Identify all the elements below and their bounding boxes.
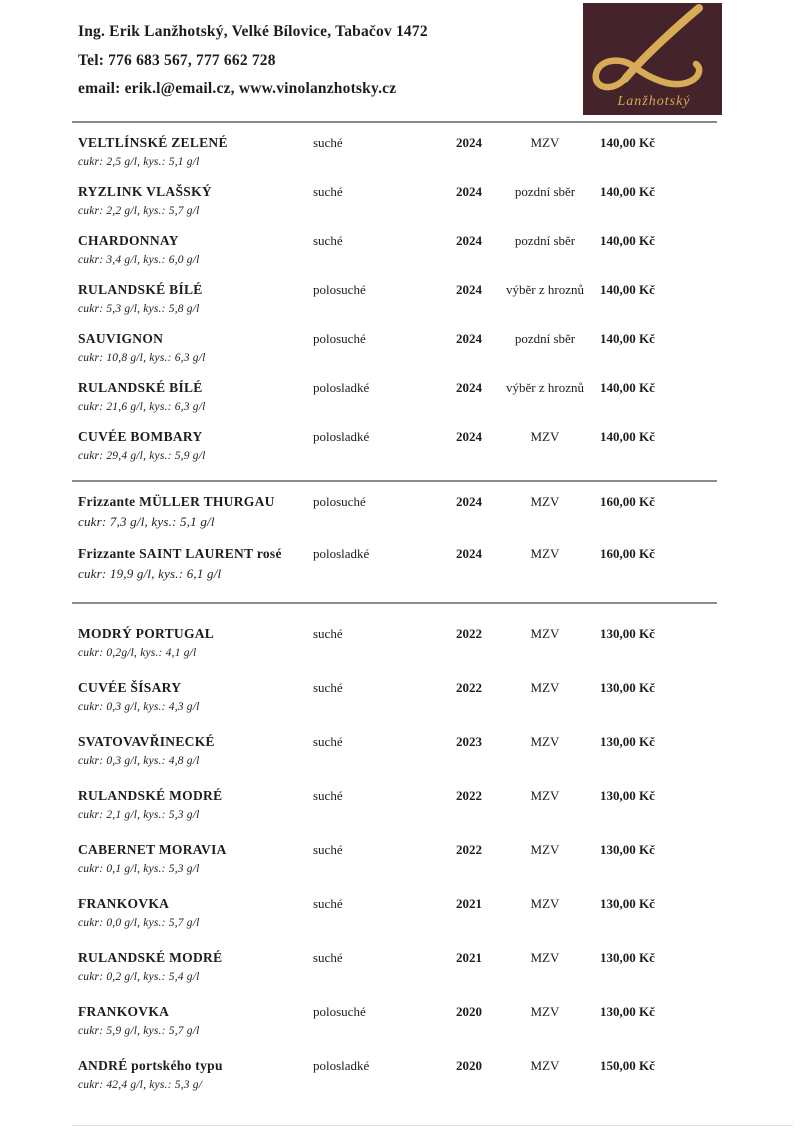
wine-price: 160,00 Kč	[600, 546, 655, 561]
wine-vintage: 2024	[456, 282, 482, 297]
wine-name-cell	[78, 544, 313, 585]
wine-sweetness: polosuché	[313, 494, 366, 509]
wine-vintage: 2022	[456, 626, 482, 641]
wine-name: RYZLINK VLAŠSKÝ	[78, 184, 212, 199]
wine-price: 130,00 Kč	[600, 788, 655, 803]
wine-price: 140,00 Kč	[600, 429, 655, 444]
wine-name: CABERNET MORAVIA	[78, 842, 227, 857]
wine-sweetness: polosladké	[313, 546, 370, 561]
wine-name: VELTLÍNSKÉ ZELENÉ	[78, 135, 228, 150]
wine-sweetness: suché	[313, 734, 343, 749]
wine-name-cell	[78, 231, 313, 270]
wine-sweetness: polosladké	[313, 380, 370, 395]
header-divider	[72, 121, 717, 123]
wine-attribute: MZV	[530, 896, 560, 911]
wine-sugar-acidity: cukr: 2,5 g/l, kys.: 5,1 g/l	[78, 156, 200, 168]
wine-sugar-acidity: cukr: 0,0 g/l, kys.: 5,7 g/l	[78, 917, 200, 929]
wine-name: SVATOVAVŘINECKÉ	[78, 734, 215, 749]
wine-name-cell	[78, 786, 313, 825]
wine-attribute: pozdní sběr	[514, 184, 576, 199]
wine-attribute: pozdní sběr	[514, 233, 576, 248]
header-contact-block	[78, 18, 428, 104]
wine-vintage: 2020	[456, 1004, 482, 1019]
wine-name-cell	[78, 329, 313, 368]
wine-sweetness: suché	[313, 788, 343, 803]
wine-row	[78, 427, 717, 466]
wine-name-cell	[78, 840, 313, 879]
wine-vintage: 2022	[456, 788, 482, 803]
wine-name: CUVÉE ŠÍSARY	[78, 680, 182, 695]
wine-section-frizzante	[78, 492, 717, 596]
wine-vintage: 2024	[456, 135, 482, 150]
wine-row	[78, 1056, 717, 1095]
wine-sugar-acidity: cukr: 42,4 g/l, kys.: 5,3 g/	[78, 1079, 203, 1091]
wine-price: 160,00 Kč	[600, 494, 655, 509]
contact-phone: Tel: 776 683 567, 777 662 728	[78, 51, 276, 69]
wine-price: 130,00 Kč	[600, 842, 655, 857]
wine-vintage: 2022	[456, 680, 482, 695]
wine-attribute: MZV	[530, 1004, 560, 1019]
wine-price: 130,00 Kč	[600, 734, 655, 749]
wine-vintage: 2024	[456, 380, 482, 395]
wine-vintage: 2024	[456, 331, 482, 346]
wine-row	[78, 378, 717, 417]
wine-name-cell	[78, 427, 313, 466]
wine-vintage: 2024	[456, 184, 482, 199]
wine-name-cell	[78, 1056, 313, 1095]
wine-row	[78, 624, 717, 663]
wine-name: CHARDONNAY	[78, 233, 179, 248]
wine-row	[78, 948, 717, 987]
wine-name: FRANKOVKA	[78, 1004, 170, 1019]
wine-section-still-2024	[78, 133, 717, 476]
wine-sugar-acidity: cukr: 10,8 g/l, kys.: 6,3 g/l	[78, 352, 206, 364]
wine-name-cell	[78, 678, 313, 717]
section-divider-2	[72, 602, 717, 604]
wine-attribute: MZV	[530, 494, 560, 509]
wine-vintage: 2024	[456, 546, 482, 561]
contact-email-web: email: erik.l@email.cz, www.vinolanzhotsky.cz	[78, 80, 397, 97]
wine-attribute: MZV	[530, 1058, 560, 1073]
wine-vintage: 2023	[456, 734, 482, 749]
wine-vintage: 2021	[456, 950, 482, 965]
wine-name-cell	[78, 280, 313, 319]
wine-sweetness: suché	[313, 626, 343, 641]
wine-row	[78, 133, 717, 172]
wine-sugar-acidity: cukr: 21,6 g/l, kys.: 6,3 g/l	[78, 401, 206, 413]
wine-name-cell	[78, 182, 313, 221]
logo-script-text: Lanžhotský	[617, 94, 691, 109]
wine-sweetness: suché	[313, 896, 343, 911]
wine-row	[78, 231, 717, 270]
wine-sweetness: polosladké	[313, 429, 370, 444]
wine-sweetness: polosladké	[313, 1058, 370, 1073]
wine-name: SAUVIGNON	[78, 331, 164, 346]
wine-price: 140,00 Kč	[600, 135, 655, 150]
wine-price: 130,00 Kč	[600, 680, 655, 695]
wine-sweetness: polosuché	[313, 331, 366, 346]
wine-name-cell	[78, 492, 313, 533]
logo-monogram-icon	[583, 3, 722, 115]
wine-price: 130,00 Kč	[600, 896, 655, 911]
wine-row	[78, 894, 717, 933]
wine-attribute: výběr z hroznů	[506, 380, 584, 395]
wine-attribute: MZV	[530, 950, 560, 965]
wine-name: RULANDSKÉ MODRÉ	[78, 950, 223, 965]
wine-vintage: 2021	[456, 896, 482, 911]
wine-vintage: 2024	[456, 233, 482, 248]
wine-sugar-acidity: cukr: 5,3 g/l, kys.: 5,8 g/l	[78, 303, 200, 315]
wine-section-red	[78, 624, 717, 1110]
wine-attribute: MZV	[530, 680, 560, 695]
wine-name: FRANKOVKA	[78, 896, 170, 911]
wine-name: RULANDSKÉ BÍLÉ	[78, 282, 203, 297]
wine-sugar-acidity: cukr: 2,2 g/l, kys.: 5,7 g/l	[78, 205, 200, 217]
wine-sweetness: suché	[313, 680, 343, 695]
winery-logo	[583, 3, 722, 115]
wine-vintage: 2020	[456, 1058, 482, 1073]
contact-name-address: Ing. Erik Lanžhotský, Velké Bílovice, Tabačov 1472	[78, 23, 428, 40]
wine-vintage: 2024	[456, 429, 482, 444]
wine-sweetness: polosuché	[313, 1004, 366, 1019]
wine-row	[78, 732, 717, 771]
wine-row	[78, 786, 717, 825]
wine-sugar-acidity: cukr: 3,4 g/l, kys.: 6,0 g/l	[78, 254, 200, 266]
wine-sugar-acidity: cukr: 0,3 g/l, kys.: 4,8 g/l	[78, 755, 200, 767]
wine-price: 140,00 Kč	[600, 184, 655, 199]
wine-name: ANDRÉ portského typu	[78, 1058, 223, 1073]
wine-name: MODRÝ PORTUGAL	[78, 626, 215, 641]
wine-name: RULANDSKÉ BÍLÉ	[78, 380, 203, 395]
wine-sugar-acidity: cukr: 2,1 g/l, kys.: 5,3 g/l	[78, 809, 200, 821]
wine-attribute: MZV	[530, 626, 560, 641]
wine-attribute: výběr z hroznů	[506, 282, 584, 297]
wine-name-cell	[78, 1002, 313, 1041]
wine-sugar-acidity: cukr: 0,2 g/l, kys.: 5,4 g/l	[78, 971, 200, 983]
wine-sweetness: suché	[313, 135, 343, 150]
wine-sweetness: suché	[313, 950, 343, 965]
wine-attribute: MZV	[530, 788, 560, 803]
wine-attribute: MZV	[530, 135, 560, 150]
wine-sugar-acidity: cukr: 7,3 g/l, kys.: 5,1 g/l	[78, 514, 215, 529]
wine-sugar-acidity: cukr: 0,2g/l, kys.: 4,1 g/l	[78, 647, 197, 659]
wine-price: 140,00 Kč	[600, 233, 655, 248]
wine-row	[78, 1002, 717, 1041]
wine-price: 140,00 Kč	[600, 380, 655, 395]
wine-name: CUVÉE BOMBARY	[78, 429, 203, 444]
wine-attribute: MZV	[530, 429, 560, 444]
wine-name-cell	[78, 624, 313, 663]
wine-name-cell	[78, 894, 313, 933]
wine-attribute: MZV	[530, 734, 560, 749]
wine-sweetness: polosuché	[313, 282, 366, 297]
wine-sugar-acidity: cukr: 0,3 g/l, kys.: 4,3 g/l	[78, 701, 200, 713]
wine-price: 130,00 Kč	[600, 1004, 655, 1019]
wine-sweetness: suché	[313, 184, 343, 199]
wine-price: 150,00 Kč	[600, 1058, 655, 1073]
wine-row	[78, 544, 717, 585]
page-bottom-divider	[72, 1125, 793, 1126]
wine-row	[78, 182, 717, 221]
wine-sugar-acidity: cukr: 5,9 g/l, kys.: 5,7 g/l	[78, 1025, 200, 1037]
wine-name-cell	[78, 732, 313, 771]
wine-sweetness: suché	[313, 233, 343, 248]
wine-attribute: MZV	[530, 546, 560, 561]
wine-name: Frizzante SAINT LAURENT rosé	[78, 546, 282, 561]
wine-attribute: MZV	[530, 842, 560, 857]
wine-vintage: 2024	[456, 494, 482, 509]
wine-name-cell	[78, 378, 313, 417]
wine-row	[78, 492, 717, 533]
wine-row	[78, 329, 717, 368]
wine-name-cell	[78, 133, 313, 172]
wine-name: RULANDSKÉ MODRÉ	[78, 788, 223, 803]
wine-price: 140,00 Kč	[600, 331, 655, 346]
wine-row	[78, 280, 717, 319]
wine-price: 130,00 Kč	[600, 950, 655, 965]
wine-vintage: 2022	[456, 842, 482, 857]
section-divider-1	[72, 480, 717, 482]
wine-price: 140,00 Kč	[600, 282, 655, 297]
wine-row	[78, 678, 717, 717]
wine-attribute: pozdní sběr	[514, 331, 576, 346]
wine-name-cell	[78, 948, 313, 987]
wine-sugar-acidity: cukr: 19,9 g/l, kys.: 6,1 g/l	[78, 566, 222, 581]
wine-sugar-acidity: cukr: 0,1 g/l, kys.: 5,3 g/l	[78, 863, 200, 875]
wine-sugar-acidity: cukr: 29,4 g/l, kys.: 5,9 g/l	[78, 450, 206, 462]
wine-row	[78, 840, 717, 879]
wine-price: 130,00 Kč	[600, 626, 655, 641]
wine-name: Frizzante MÜLLER THURGAU	[78, 494, 275, 509]
wine-sweetness: suché	[313, 842, 343, 857]
